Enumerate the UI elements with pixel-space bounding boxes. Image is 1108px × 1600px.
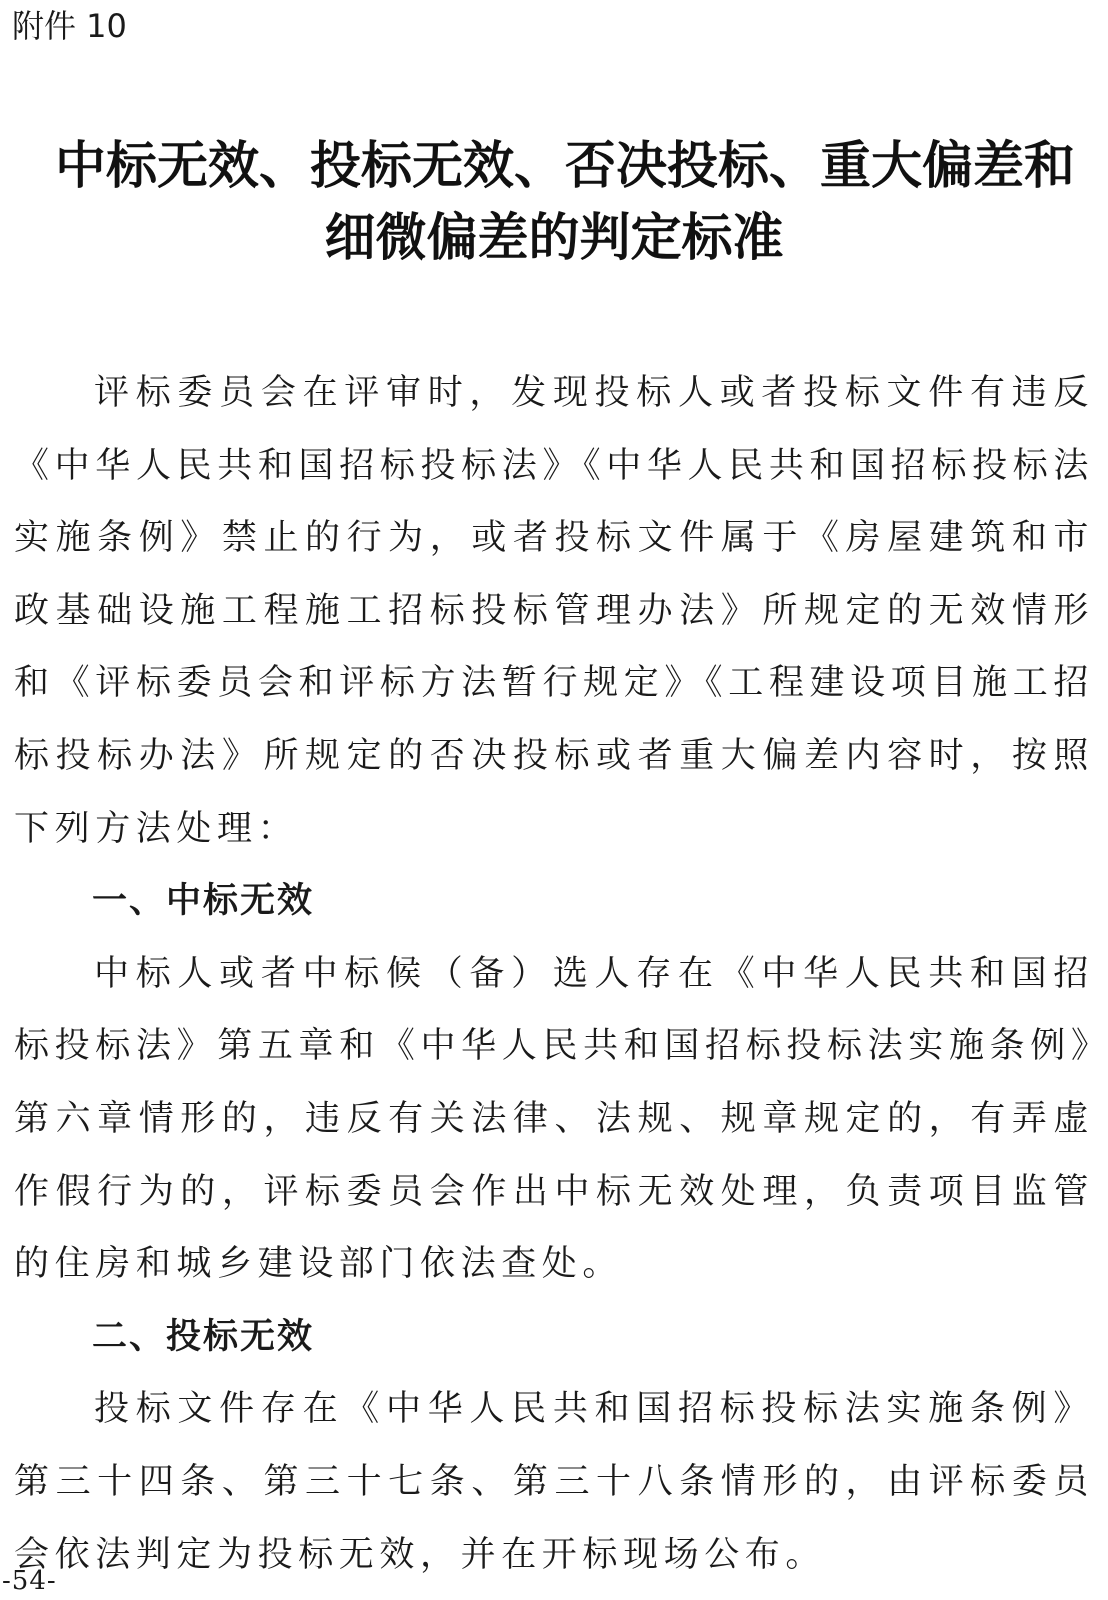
section-body-1: 中标人或者中标候（备）选人存在《中华人民共和国招标投标法》第五章和《中华人民共和国招标投标法实施条例》第六章情形的，违反有关法律、法规、规章规定的，有弄虚作假行为的，评标委员会作出中标无效处理，负责项目监管的住房和城乡建设部门依法查处。 xyxy=(14,953,1094,1285)
attachment-label: 附件 10 xyxy=(12,7,127,45)
intro-paragraph: 评标委员会在评审时，发现投标人或者投标文件有违反《中华人民共和国招标投标法》《中华人民共和国招标投标法实施条例》禁止的行为，或者投标文件属于《房屋建筑和市政基础设施工程施工招标投标管理办法》所规定的无效情形和《评标委员会和评标方法暂行规定》《工程建设项目施工招标投标办法》所规定的否决投标或者重大偏差内容时，按照下列方法处理： xyxy=(14,373,1094,849)
document-title xyxy=(0,131,1108,275)
section-heading-1: 一、中标无效 xyxy=(92,881,315,922)
title-line-2: 细微偏差的判定标准 xyxy=(324,209,784,268)
section-body-2: 投标文件存在《中华人民共和国招标投标法实施条例》第三十四条、第三十七条、第三十八条情形的，由评标委员会依法判定为投标无效，并在开标现场公布。 xyxy=(14,1389,1094,1575)
page-number: -54- xyxy=(2,1566,57,1596)
section-heading-2: 二、投标无效 xyxy=(92,1316,315,1357)
title-line-1: 中标无效、投标无效、否决投标、重大偏差和 xyxy=(54,137,1075,196)
document-body xyxy=(14,357,1094,1591)
